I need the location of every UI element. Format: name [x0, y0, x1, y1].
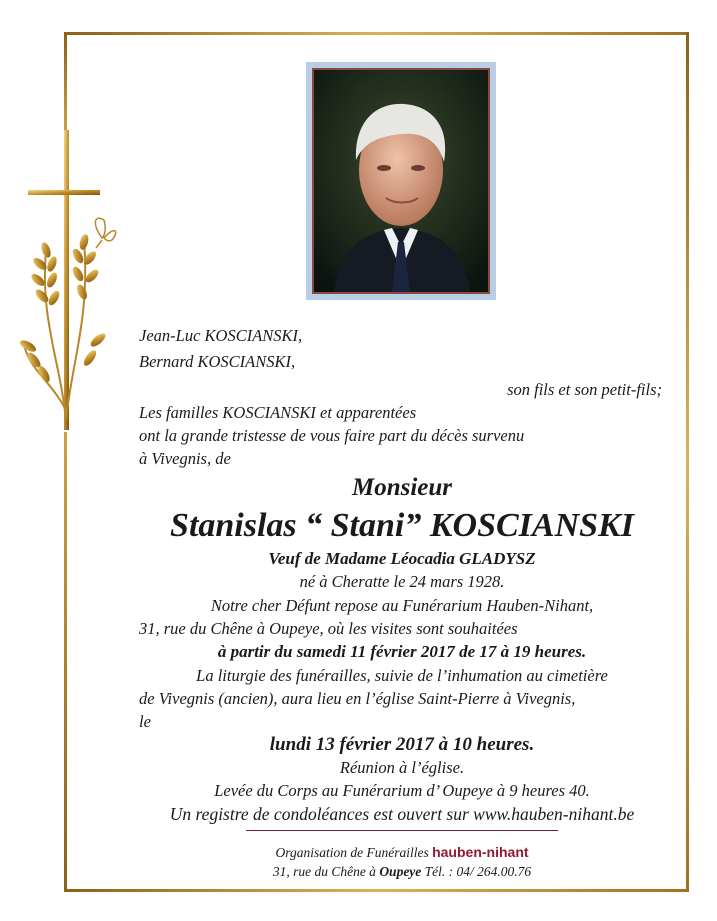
deceased-name: Stanislas “ Stani” KOSCIANSKI: [170, 507, 634, 544]
brand-logo: hauben-nihant: [432, 844, 529, 860]
footer-address-street: 31, rue du Chêne à: [272, 864, 376, 879]
family-line-3: Les familles KOSCIANSKI et apparentées: [139, 403, 417, 422]
footer-divider: [246, 830, 558, 831]
frame-left-lower: [64, 432, 67, 892]
detail-line-4: de Vivegnis (ancien), aura lieu en l’église Saint-Pierre à Vivegnis,: [139, 689, 576, 708]
ceremony-date: lundi 13 février 2017 à 10 heures.: [269, 734, 535, 755]
frame-right: [686, 32, 689, 892]
footer-address-city: Oupeye: [379, 864, 422, 879]
deceased-title: Monsieur: [351, 474, 453, 501]
footer-address: [139, 864, 665, 880]
family-line-4: ont la grande tristesse de vous faire part du décès survenu: [139, 426, 525, 445]
detail-line-3: La liturgie des funérailles, suivie de l’inhumation au cimetière: [196, 666, 608, 685]
frame-bottom: [64, 889, 689, 892]
deceased-birth: né à Cheratte le 24 mars 1928.: [299, 572, 505, 591]
family-line-2: Bernard KOSCIANSKI,: [139, 352, 296, 371]
reunion-line: Réunion à l’église.: [339, 758, 465, 777]
frame-left-upper: [64, 32, 67, 132]
frame-top: [64, 32, 689, 35]
portrait-photo-frame: [306, 62, 496, 300]
detail-line-2: 31, rue du Chêne à Oupeye, où les visites sont souhaitées: [139, 619, 518, 638]
detail-line-1: Notre cher Défunt repose au Funérarium Hauben-Nihant,: [210, 596, 594, 615]
cross-wheat-butterfly-icon: [20, 130, 120, 430]
footer-org: [139, 844, 665, 861]
footer-org-label: Organisation de Funérailles: [275, 845, 429, 860]
family-relation: son fils et son petit-fils;: [507, 380, 662, 399]
visits-schedule: à partir du samedi 11 février 2017 de 17 à 19 heures.: [217, 642, 587, 661]
family-line-1: Jean-Luc KOSCIANSKI,: [139, 326, 303, 345]
footer-phone: Tél. : 04/ 264.00.76: [424, 864, 532, 879]
detail-line-5: le: [139, 712, 151, 731]
portrait-photo: [312, 68, 490, 294]
deceased-spouse: Veuf de Madame Léocadia GLADYSZ: [268, 549, 536, 568]
family-line-5: à Vivegnis, de: [139, 449, 231, 468]
levee-line: Levée du Corps au Funérarium d’ Oupeye à 9 heures 40.: [214, 781, 590, 800]
registre-line: Un registre de condoléances est ouvert sur www.hauben-nihant.be: [169, 804, 635, 824]
